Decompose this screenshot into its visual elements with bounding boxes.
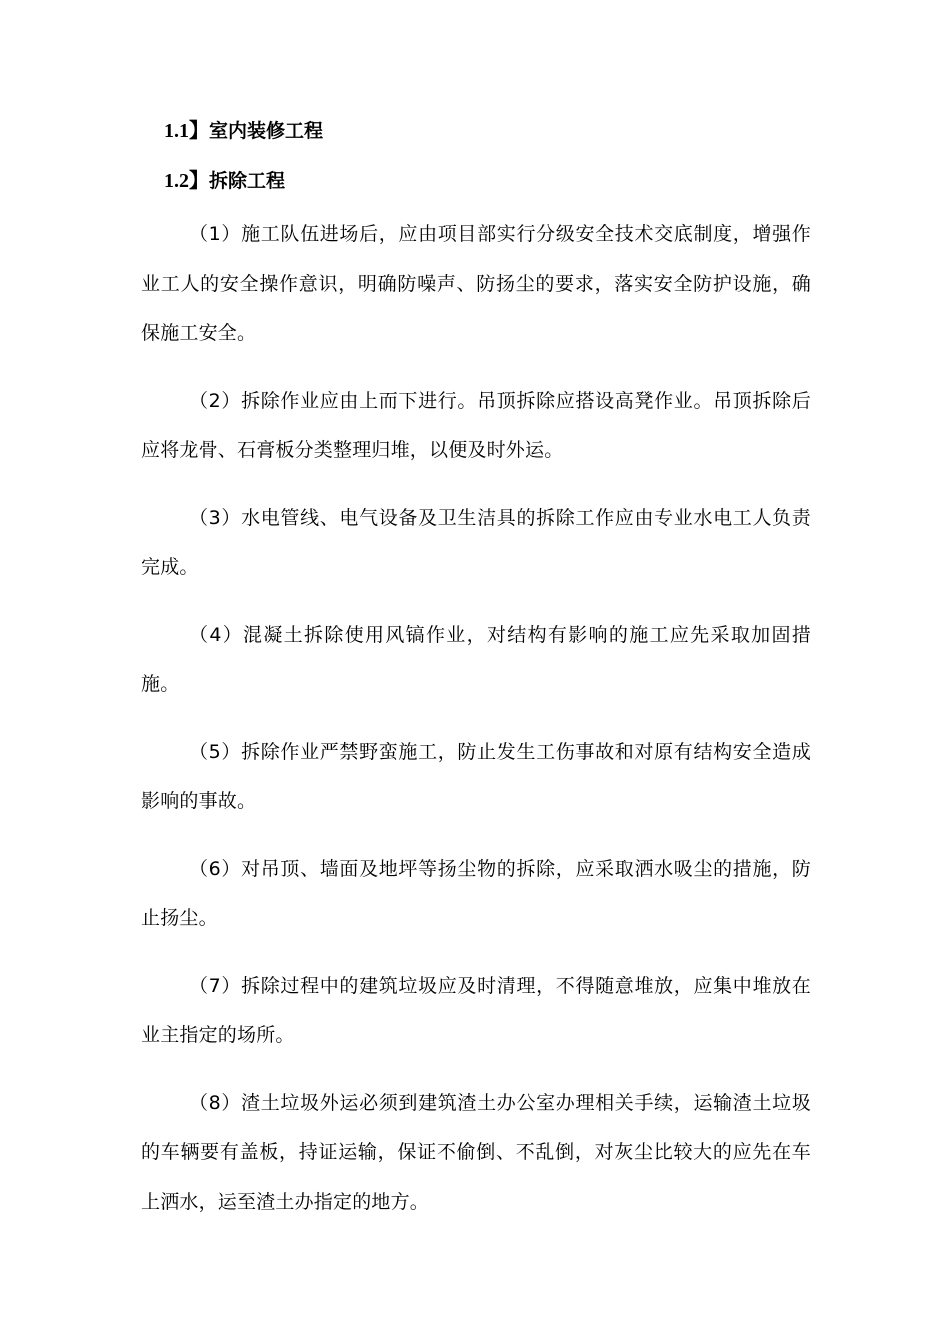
- body-text: [141, 210, 811, 1245]
- section-heading-1-1: [164, 119, 323, 143]
- paragraph-2: （2）拆除作业应由上而下进行。吊顶拆除应搭设高凳作业。吊顶拆除后应将龙骨、石膏板分类整理归堆，以便及时外运。: [141, 389, 811, 462]
- paragraph-3: （3）水电管线、电气设备及卫生洁具的拆除工作应由专业水电工人负责完成。: [141, 506, 811, 579]
- paragraph-1: （1）施工队伍进场后，应由项目部实行分级安全技术交底制度，增强作业工人的安全操作意识，明确防噪声、防扬尘的要求，落实安全防护设施，确保施工安全。: [141, 223, 811, 345]
- paragraph-6: （6）对吊顶、墙面及地坪等扬尘物的拆除，应采取洒水吸尘的措施，防止扬尘。: [141, 857, 811, 930]
- paragraph-8: （8）渣土垃圾外运必须到建筑渣土办公室办理相关手续，运输渣土垃圾的车辆要有盖板，持证运输，保证不偷倒、不乱倒，对灰尘比较大的应先在车上洒水，运至渣土办指定的地方。: [141, 1091, 811, 1214]
- section-number: 1.2】: [164, 170, 209, 192]
- paragraph-7: （7）拆除过程中的建筑垃圾应及时清理，不得随意堆放，应集中堆放在业主指定的场所。: [141, 974, 811, 1047]
- section-title: 室内装修工程: [209, 120, 324, 142]
- section-number: 1.1】: [164, 120, 209, 142]
- section-title: 拆除工程: [209, 170, 286, 192]
- section-heading-1-2: [164, 169, 285, 193]
- paragraph-4: （4）混凝土拆除使用风镐作业，对结构有影响的施工应先采取加固措施。: [141, 623, 811, 696]
- paragraph-5: （5）拆除作业严禁野蛮施工，防止发生工伤事故和对原有结构安全造成影响的事故。: [141, 740, 811, 813]
